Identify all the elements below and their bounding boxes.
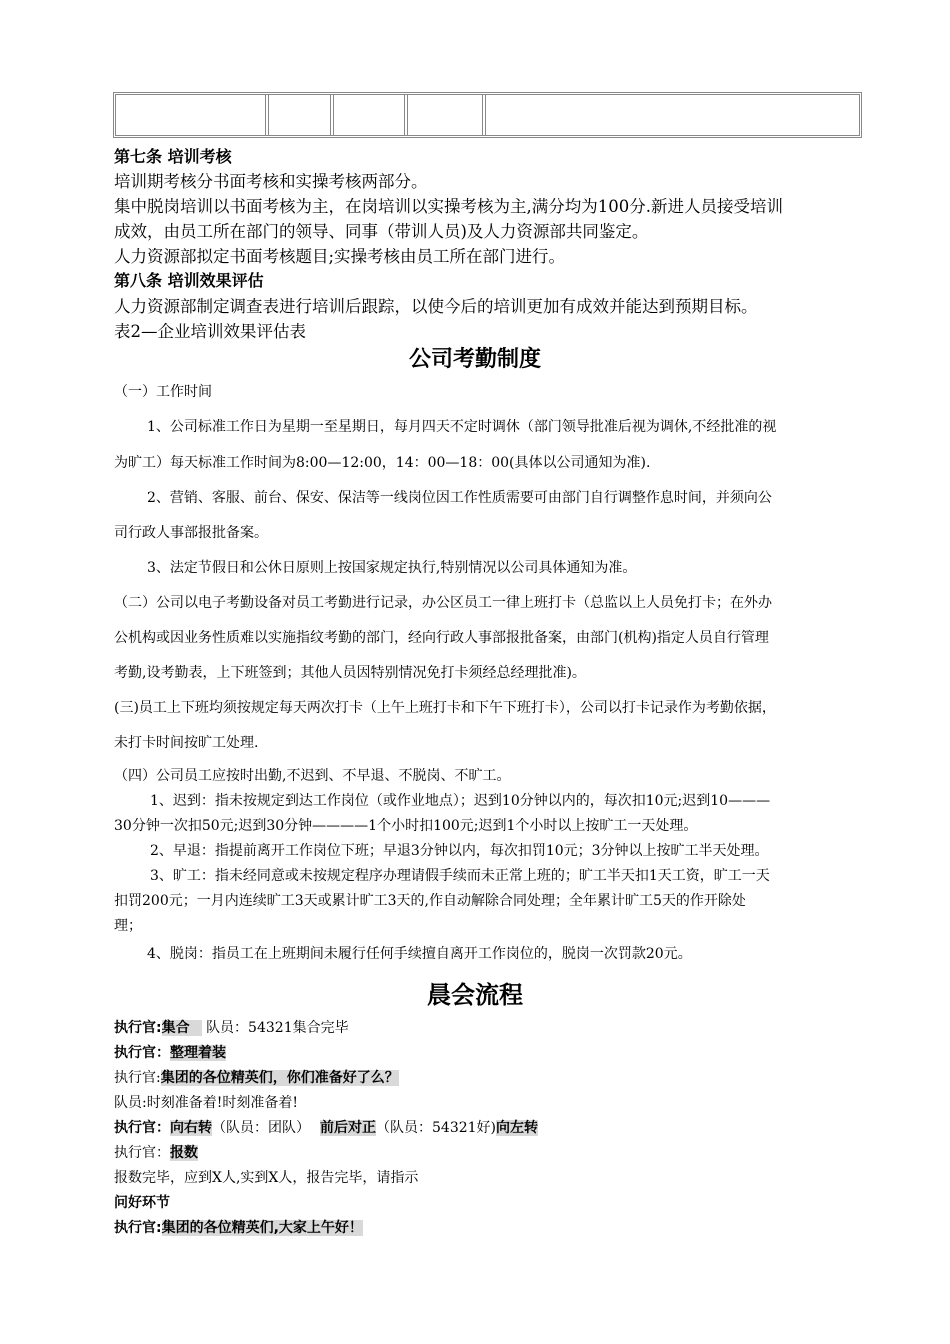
meeting-row-1 (114, 1017, 349, 1037)
article8-line: 人力资源部制定调查表进行培训后跟踪，以使今后的培训更加有成效并能达到预期目标。 (114, 297, 758, 316)
meeting-heading: 晨会流程 (427, 981, 523, 1009)
meeting-row-5 (114, 1117, 538, 1137)
command-text: 整理着装 (170, 1045, 226, 1061)
attendance-heading: 公司考勤制度 (408, 347, 541, 372)
article7-line: 培训期考核分书面考核和实操考核两部分。 (114, 172, 428, 191)
attendance-line: (三)员工上下班均须按规定每天两次打卡（上午上班打卡和下午下班打卡），公司以打卡记录作为考勤依据， (114, 700, 776, 716)
speaker-label: 执行官： (114, 1120, 170, 1136)
article7-title: 第七条 培训考核 (114, 147, 232, 166)
article7-line: 成效，由员工所在部门的领导、同事（带训人员)及人力资源部共同鉴定。 (114, 222, 649, 241)
table-divider (265, 95, 269, 135)
table-divider (404, 95, 408, 135)
attendance-line: 未打卡时间按旷工处理. (114, 735, 259, 751)
command-text: 向右转 (170, 1120, 212, 1136)
attendance-line: 考勤,设考勤表，上下班签到；其他人员因特别情况免打卡须经总经理批准)。 (114, 665, 586, 681)
attendance-line: 3、旷工：指未经同意或未按规定程序办理请假手续而未正常上班的；旷工半天扣1天工资，旷工一天 (150, 868, 770, 884)
meeting-row-2 (114, 1042, 226, 1062)
speaker-label: 执行官: (114, 1070, 161, 1086)
table-divider (482, 95, 486, 135)
attendance-line: 公机构或因业务性质难以实施指纹考勤的部门，经向行政人事部报批备案，由部门(机构)指定人员自行管理 (114, 630, 769, 646)
command-text: 报数 (170, 1145, 198, 1161)
command-text: 集合 (161, 1020, 190, 1036)
command-text: 向左转 (496, 1120, 538, 1136)
meeting-row-8: 问好环节 (114, 1195, 170, 1211)
article8-title: 第八条 培训效果评估 (114, 271, 264, 290)
meeting-row-7: 报数完毕，应到X人,实到X人，报告完毕，请指示 (114, 1170, 419, 1186)
meeting-row-3 (114, 1067, 399, 1087)
attendance-line: 1、迟到：指未按规定到达工作岗位（或作业地点）；迟到10分钟以内的，每次扣10元;迟到10——— (150, 793, 771, 809)
attendance-line: 30分钟一次扣50元;迟到30分钟————1个小时扣100元;迟到1个小时以上按旷工一天处理。 (114, 818, 698, 834)
command-text: 前后对正 (320, 1120, 376, 1136)
attendance-line: 司行政人事部报批备案。 (114, 525, 268, 541)
meeting-row-6 (114, 1142, 198, 1162)
response-text: （队员：团队） (212, 1120, 310, 1136)
attendance-line: （一）工作时间 (114, 384, 212, 400)
attendance-line: （二）公司以电子考勤设备对员工考勤进行记录，办公区员工一律上班打卡（总监以上人员免打卡；在外办 (114, 595, 772, 611)
article8-caption: 表2—企业培训效果评估表 (114, 322, 306, 341)
attendance-line: 为旷工）每天标准工作时间为8:00—12:00，14：00—18：00(具体以公司通知为准). (114, 455, 651, 471)
attendance-line: 4、脱岗：指员工在上班期间未履行任何手续擅自离开工作岗位的，脱岗一次罚款20元。 (147, 946, 692, 962)
attendance-line: 2、早退：指提前离开工作岗位下班；早退3分钟以内，每次扣罚10元；3分钟以上按旷工半天处理。 (150, 843, 769, 859)
attendance-line: 理； (114, 918, 142, 934)
command-text: 集团的各位精英们，你们准备好了么？ (160, 1070, 399, 1086)
speaker-label: 执行官： (114, 1045, 170, 1061)
speaker-label: 执行官： (114, 1145, 170, 1161)
speaker-label: 执行官: (114, 1020, 162, 1036)
response-text: （队员：54321好) (376, 1120, 496, 1136)
attendance-line: （四）公司员工应按时出勤,不迟到、不早退、不脱岗、不旷工。 (114, 768, 511, 784)
article7-line: 集中脱岗培训以书面考核为主，在岗培训以实操考核为主,满分均为100分.新进人员接受培训 (114, 197, 783, 216)
speaker-label: 执行官: (114, 1220, 162, 1236)
table-divider (330, 95, 334, 135)
meeting-row-9 (114, 1217, 363, 1237)
attendance-line: 2、营销、客服、前台、保安、保洁等一线岗位因工作性质需要可由部门自行调整作息时间，并须向公 (147, 490, 772, 506)
attendance-line: 3、法定节假日和公休日原则上按国家规定执行,特别情况以公司具体通知为准。 (147, 560, 637, 576)
response-text: 队员：54321集合完毕 (206, 1020, 349, 1036)
attendance-line: 1、公司标准工作日为星期一至星期日，每月四天不定时调休（部门领导批准后视为调休,不经批准的视 (147, 419, 777, 435)
evaluation-table (113, 92, 862, 138)
meeting-row-4: 队员:时刻准备着!时刻准备着! (114, 1095, 298, 1111)
command-text: 集团的各位精英们,大家上午好！ (161, 1220, 363, 1236)
article7-line: 人力资源部拟定书面考核题目;实操考核由员工所在部门进行。 (114, 247, 566, 266)
attendance-line: 扣罚200元；一月内连续旷工3天或累计旷工3天的,作自动解除合同处理；全年累计旷工5天的作开除处 (114, 893, 746, 909)
